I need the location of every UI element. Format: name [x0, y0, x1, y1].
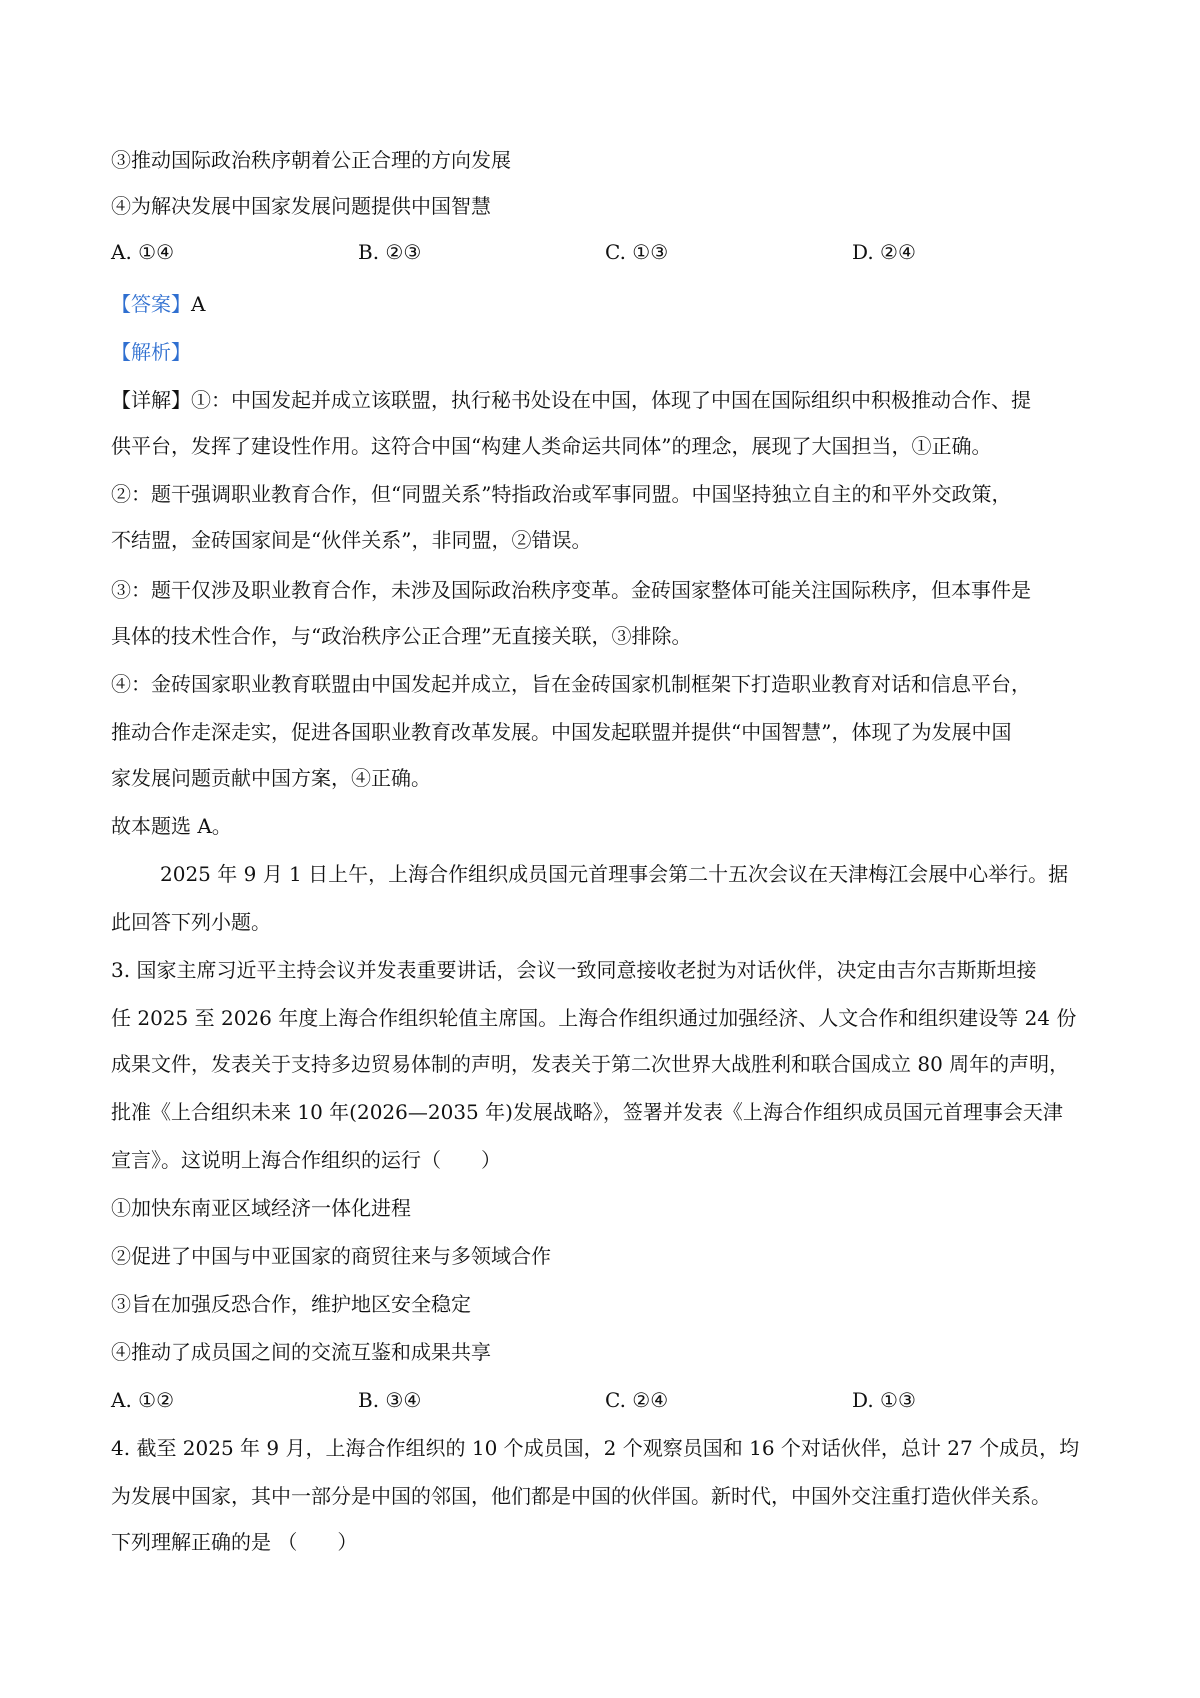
q2-statement-3: ③推动国际政治秩序朝着公正合理的方向发展 [111, 148, 511, 172]
q3-stem-line-5: 宣言》。这说明上海合作组织的运行（ ） [111, 1148, 501, 1172]
q2-detail-line-5: ③：题干仅涉及职业教育合作，未涉及国际政治秩序变革。金砖国家整体可能关注国际秩序，但本事件是 [111, 578, 1031, 602]
q2-conclusion: 故本题选 A。 [111, 814, 232, 838]
q2-detail-line-1: 【详解】①：中国发起并成立该联盟，执行秘书处设在中国，体现了中国在国际组织中积极推动合作、提 [111, 388, 1031, 412]
intro-line-2: 此回答下列小题。 [111, 910, 271, 934]
q3-option-a: A. ①② [111, 1388, 175, 1412]
q2-analysis-label: 【解析】 [111, 340, 191, 364]
q3-option-d: D. ①③ [852, 1388, 916, 1412]
q4-stem-line-1: 4. 截至 2025 年 9 月，上海合作组织的 10 个成员国，2 个观察员国和 16 个对话伙伴，总计 27 个成员，均 [111, 1436, 1080, 1460]
q2-detail-line-2: 供平台，发挥了建设性作用。这符合中国“构建人类命运共同体”的理念，展现了大国担当，①正确。 [111, 434, 992, 458]
answer-value: A [191, 292, 206, 316]
q4-stem-line-3: 下列理解正确的是 （ ） [111, 1530, 358, 1554]
q3-statement-1: ①加快东南亚区域经济一体化进程 [111, 1196, 411, 1220]
q2-option-b: B. ②③ [358, 240, 422, 264]
q4-stem-line-2: 为发展中国家，其中一部分是中国的邻国，他们都是中国的伙伴国。新时代，中国外交注重打造伙伴关系。 [111, 1484, 1051, 1508]
q2-detail-line-6: 具体的技术性合作，与“政治秩序公正合理”无直接关联，③排除。 [111, 624, 692, 648]
q3-option-b: B. ③④ [358, 1388, 422, 1412]
q3-stem-line-2: 任 2025 至 2026 年度上海合作组织轮值主席国。上海合作组织通过加强经济、人文合作和组织建设等 24 份 [111, 1006, 1077, 1030]
q3-stem-line-4: 批准《上合组织未来 10 年(2026—2035 年)发展战略》，签署并发表《上海合作组织成员国元首理事会天津 [111, 1100, 1063, 1124]
q3-statement-3: ③旨在加强反恐合作，维护地区安全稳定 [111, 1292, 471, 1316]
q2-detail-line-7: ④：金砖国家职业教育联盟由中国发起并成立，旨在金砖国家机制框架下打造职业教育对话和信息平台， [111, 672, 1031, 696]
q3-statement-2: ②促进了中国与中亚国家的商贸往来与多领域合作 [111, 1244, 551, 1268]
q3-option-c: C. ②④ [605, 1388, 669, 1412]
q2-statement-4: ④为解决发展中国家发展问题提供中国智慧 [111, 194, 491, 218]
q2-option-d: D. ②④ [852, 240, 916, 264]
q2-detail-line-3: ②：题干强调职业教育合作，但“同盟关系”特指政治或军事同盟。中国坚持独立自主的和平外交政策， [111, 482, 1012, 506]
q3-stem-line-3: 成果文件，发表关于支持多边贸易体制的声明，发表关于第二次世界大战胜利和联合国成立 80 周年的声明， [111, 1052, 1070, 1076]
q3-statement-4: ④推动了成员国之间的交流互鉴和成果共享 [111, 1340, 491, 1364]
q2-detail-line-9: 家发展问题贡献中国方案，④正确。 [111, 766, 431, 790]
q2-answer [111, 290, 1101, 318]
q2-detail-line-4: 不结盟，金砖国家间是“伙伴关系”，非同盟，②错误。 [111, 528, 592, 552]
q3-stem-line-1: 3. 国家主席习近平主持会议并发表重要讲话，会议一致同意接收老挝为对话伙伴，决定由吉尔吉斯斯坦接 [111, 958, 1037, 982]
answer-label: 【答案】 [111, 292, 191, 316]
q2-detail-line-8: 推动合作走深走实，促进各国职业教育改革发展。中国发起联盟并提供“中国智慧”，体现了为发展中国 [111, 720, 1012, 744]
intro-line-1: 2025 年 9 月 1 日上午，上海合作组织成员国元首理事会第二十五次会议在天津梅江会展中心举行。据 [160, 862, 1069, 886]
q2-option-c: C. ①③ [605, 240, 669, 264]
q2-option-a: A. ①④ [111, 240, 175, 264]
